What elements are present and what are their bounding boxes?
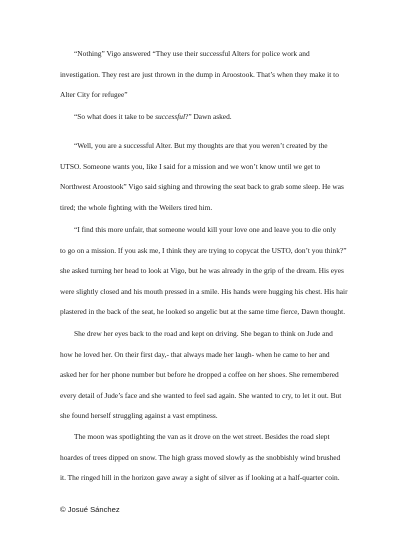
text-line: hoardes of trees dipped on snow. The high grass moved slowly as the snobbishly wind brushed: [60, 452, 341, 462]
paragraph: [60, 427, 366, 489]
text-line: “I find this more unfair, that someone would kill your love one and leave you to die only: [74, 225, 337, 234]
text-line: she found herself struggling against a vast emptiness.: [60, 411, 218, 421]
paragraph: [60, 324, 366, 427]
text-line: every detail of Jude’s face and she wanted to feel sad again. She wanted to cry, to let it out. But: [60, 390, 342, 400]
text-line: UTSO. Someone wants you, like I said for a mission and we won’t know until we get to: [60, 161, 321, 171]
text-line: “So what does it take to be successful?” Dawn asked.: [74, 112, 232, 121]
text-line: investigation. They rest are just thrown in the dump in Aroostook. That’s when they make it to: [60, 69, 339, 79]
text-line: asked her for her phone number but before he dropped a coffee on her shoes. She remembered: [60, 370, 339, 380]
text-line: She drew her eyes back to the road and kept on driving. She began to think on Jude and: [74, 329, 333, 338]
paragraph: [60, 220, 366, 323]
text-line: Northwest Aroostook” Vigo said sighing and throwing the seat back to grab some sleep. He was: [60, 182, 344, 192]
text-line: she asked turning her head to look at Vigo, but he was already in the grip of the dream. His eyes: [60, 266, 344, 276]
text-line: plastered in the back of the seat, he looked so angelic but at the same time fierce, Dawn thought.: [60, 307, 346, 317]
text-line: “Nothing” Vigo answered “They use their successful Alters for police work and: [74, 49, 310, 58]
emphasized-word: successful: [155, 112, 186, 121]
text-line: to go on a mission. If you ask me, I think they are trying to copycat the USTO, don’t you think?”: [60, 245, 347, 255]
paragraph: [60, 136, 366, 218]
text-line: The moon was spotlighting the van as it drove on the wet street. Besides the road slept: [74, 432, 330, 441]
text-line: “Well, you are a successful Alter. But my thoughts are that you weren’t created by the: [74, 141, 328, 150]
text-line: were slightly closed and his mouth pressed in a smile. His hands were hugging his chest. His hair: [60, 286, 348, 296]
text-line: tired; the whole fighting with the Weilers tired him.: [60, 202, 213, 212]
text-line: it. The ringed hill in the horizon gave away a sight of silver as if looking at a half-quarter coin.: [60, 473, 340, 483]
text-line: Alter City for refugee”: [60, 90, 128, 100]
paragraph: [60, 44, 366, 106]
copyright-footer: © Josué Sánchez: [60, 505, 120, 514]
paragraph: [60, 107, 366, 128]
text-line: how he loved her. On their first day,- that always made her laugh- when he came to her and: [60, 349, 330, 359]
